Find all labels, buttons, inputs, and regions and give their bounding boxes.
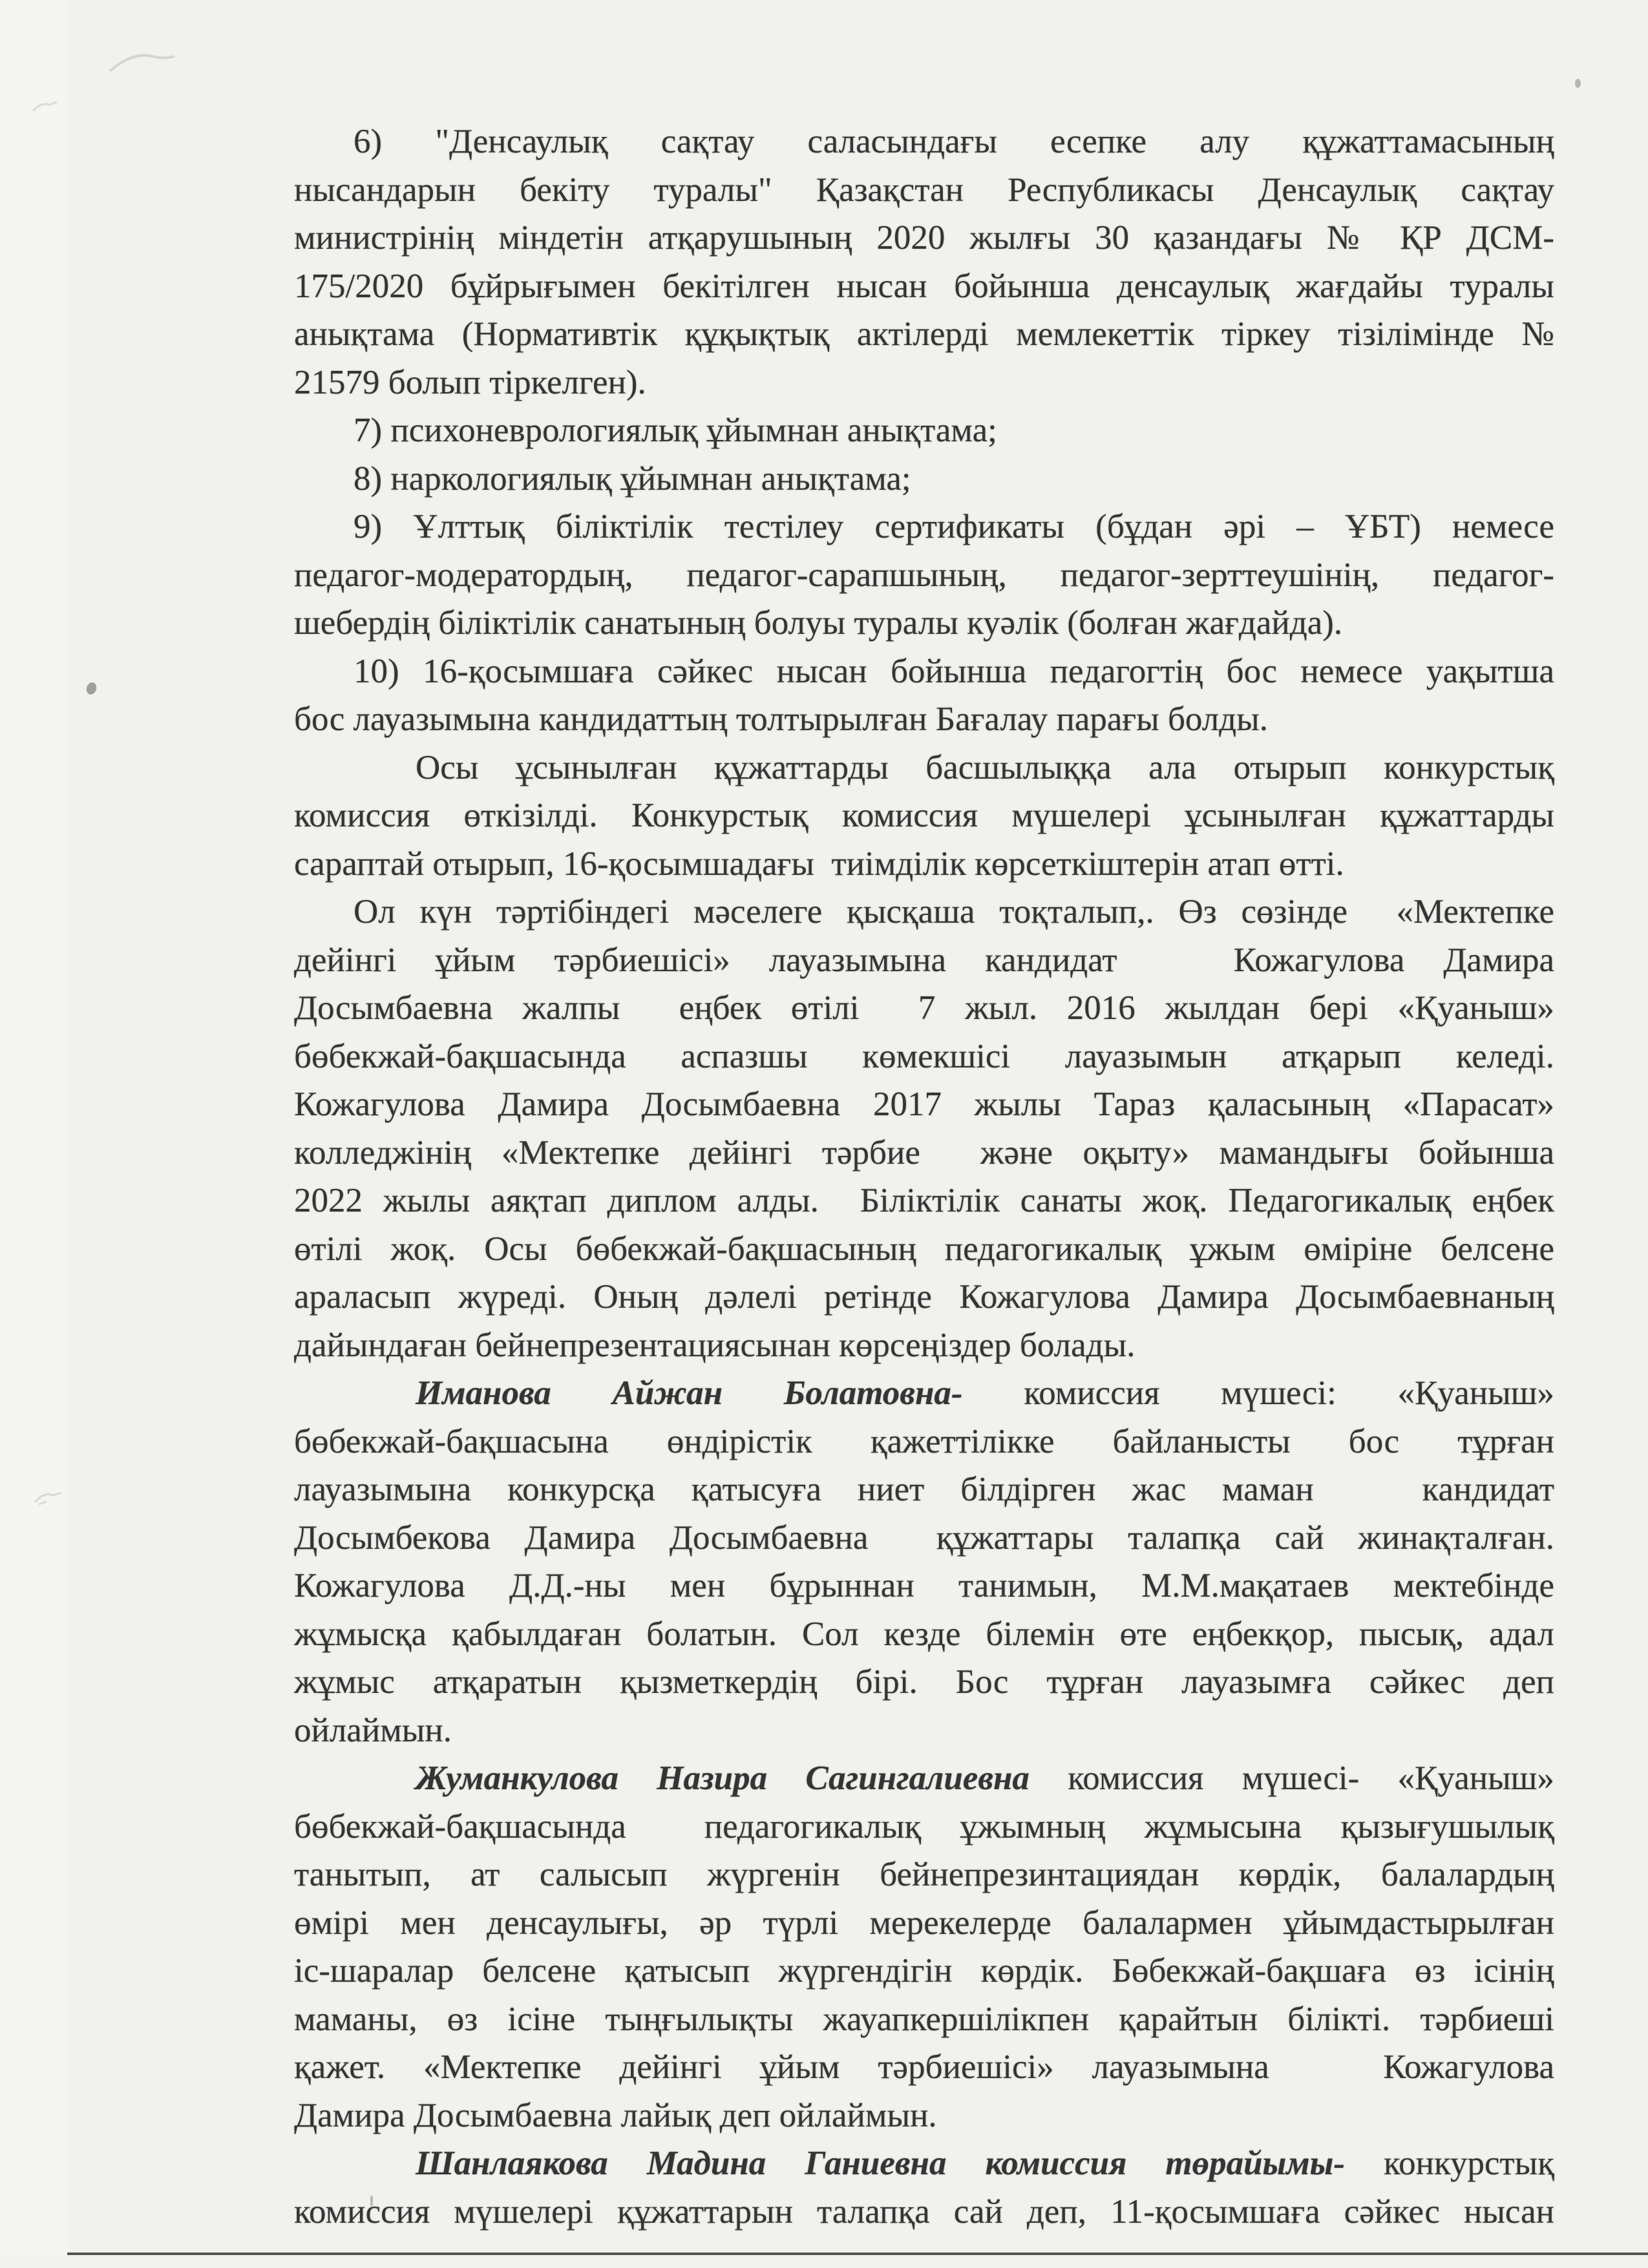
text-line — [294, 1947, 1554, 1995]
text-line — [294, 455, 1554, 503]
text-line — [294, 1418, 1554, 1466]
text-line — [294, 551, 1554, 600]
text-line — [294, 695, 1554, 744]
text-line — [294, 1610, 1554, 1659]
text-run: дайындаған бейнепрезентациясынан көрсеңіздер болады. — [294, 1326, 1136, 1364]
text-run: ойлаймын. — [294, 1711, 452, 1749]
text-line — [294, 359, 1554, 407]
scan-speck — [85, 681, 98, 696]
text-run: араласып жүреді. Оның дәлелі ретінде Кожагулова Дамира Досымбаевнаның — [294, 1278, 1554, 1316]
text-run: танытып, ат салысып жүргенін бейнепрезинтациядан көрдік, балалардың — [294, 1856, 1554, 1893]
pencil-squiggle — [32, 1486, 65, 1509]
text-block — [294, 118, 1554, 2236]
text-line — [294, 1369, 1554, 1418]
text-run: қажет. «Мектепке дейінгі ұйым тәрбиешісі» лауазымына Кожагулова — [294, 2048, 1554, 2086]
text-line — [294, 214, 1554, 262]
text-run: жұмысқа қабылдаған болатын. Сол кезде білемін өте еңбекқор, пысық, адал — [294, 1615, 1554, 1653]
text-line — [294, 2188, 1554, 2236]
text-run: нысандарын бекіту туралы" Қазақстан Республикасы Денсаулық сақтау — [294, 171, 1554, 209]
text-line — [294, 2043, 1554, 2092]
text-line — [294, 744, 1554, 792]
text-run: маманы, өз ісіне тыңғылықты жауапкершілікпен қарайтын білікті. тәрбиеші — [294, 2000, 1554, 2038]
text-run: 7) психоневрологиялық ұйымнан анықтама; — [354, 412, 997, 449]
text-line — [294, 118, 1554, 166]
text-line — [294, 1658, 1554, 1706]
text-run: анықтама (Нормативтік құқықтық актілерді мемлекеттік тіркеу тізілімінде № — [294, 315, 1554, 353]
text-line — [294, 936, 1554, 985]
text-run: бөбекжай-бақшасында аспазшы көмекшісі лауазымын атқарып келеді. — [294, 1037, 1554, 1075]
text-line — [294, 599, 1554, 647]
text-line — [294, 1803, 1554, 1851]
text-line — [294, 647, 1554, 696]
text-line — [294, 1562, 1554, 1610]
text-line — [294, 1851, 1554, 1899]
emphasized-name-run: Иманова Айжан Болатовна- — [416, 1374, 963, 1412]
text-run: 21579 болып тіркелген). — [294, 363, 646, 401]
text-run: лауазымына конкурсқа қатысуға ниет білдірген жас маман кандидат — [294, 1471, 1554, 1508]
text-line — [294, 1706, 1554, 1755]
text-line — [294, 166, 1554, 215]
text-run: бөбекжай-бақшасында педагогикалық ұжымның жұмысына қызығушылық — [294, 1807, 1554, 1845]
text-run: Досымбаевна жалпы еңбек өтілі 7 жыл. 2016 жылдан бері «Қуаныш» — [294, 989, 1554, 1027]
text-run: бөбекжай-бақшасына өндірістік қажеттілікке байланысты бос тұрған — [294, 1422, 1554, 1460]
text-line — [294, 840, 1554, 888]
text-run: дейінгі ұйым тәрбиешісі» лауазымына кандидат Кожагулова Дамира — [294, 941, 1554, 979]
scan-speck — [1575, 79, 1581, 88]
text-line — [294, 1273, 1554, 1321]
text-line — [294, 2092, 1554, 2140]
text-run: Ол күн тәртібіндегі мәселеге қысқаша тоқталып,. Өз сөзінде «Мектепке — [354, 893, 1554, 930]
text-run: комиссия мүшесі- «Қуаныш» — [1029, 1759, 1554, 1797]
text-run: іс-шаралар белсене қатысып жүргендігін көрдік. Бөбекжай-бақшаға өз ісінің — [294, 1952, 1554, 1990]
text-run: министрінің міндетін атқарушының 2020 жылғы 30 қазандағы № ҚР ДСМ- — [294, 219, 1554, 257]
text-run: бос лауазымына кандидаттың толтырылған Бағалау парағы болды. — [294, 700, 1269, 738]
text-run: 175/2020 бұйрығымен бекітілген нысан бойынша денсаулық жағдайы туралы — [294, 267, 1554, 305]
text-run: 10) 16-қосымшаға сәйкес нысан бойынша педагогтің бос немесе уақытша — [354, 652, 1554, 690]
pencil-squiggle — [107, 48, 178, 78]
text-line — [294, 1177, 1554, 1225]
text-run: колледжінің «Мектепке дейінгі тәрбие және оқыту» мамандығы бойынша — [294, 1133, 1554, 1171]
scanner-background — [0, 2255, 1648, 2268]
text-run: 8) наркологиялық ұйымнан анықтама; — [354, 459, 911, 498]
text-line — [294, 503, 1554, 551]
text-run: Досымбекова Дамира Досымбаевна құжаттары талапқа сай жинақталған. — [294, 1518, 1554, 1557]
page-edge-band — [0, 0, 69, 2268]
text-run: 6) "Денсаулық сақтау саласындағы есепке алу құжаттамасының — [354, 123, 1554, 160]
text-line — [294, 792, 1554, 840]
text-run: Дамира Досымбаевна лайық деп ойлаймын. — [294, 2096, 937, 2134]
text-run: Кожагулова Дамира Досымбаевна 2017 жылы Тараз қаласының «Парасат» — [294, 1086, 1554, 1123]
text-run: комиссия өткізілді. Конкурстық комиссия мүшелері ұсынылған құжаттарды — [294, 797, 1554, 834]
text-line — [294, 2139, 1554, 2188]
pencil-squiggle — [31, 97, 60, 116]
text-run: конкурстық — [1345, 2145, 1554, 2182]
text-run: 9) Ұлттық біліктілік тестілеу сертификаты (бұдан әрі – ҰБТ) немесе — [354, 508, 1554, 545]
text-line — [294, 1080, 1554, 1129]
text-line — [294, 1754, 1554, 1803]
emphasized-name-run: Жуманкулова Назира Сагингалиевна — [416, 1759, 1030, 1797]
text-run: комиссия мүшесі: «Қуаныш» — [962, 1374, 1554, 1412]
emphasized-name-run: Шанлаякова Мадина Ганиевна комиссия төрайымы- — [416, 2145, 1346, 2182]
text-line — [294, 1033, 1554, 1081]
text-run: сараптай отырып, 16-қосымшадағы тиімділік көрсеткіштерін атап өтті. — [294, 845, 1344, 883]
text-line — [294, 406, 1554, 455]
text-line — [294, 1321, 1554, 1370]
text-run: шебердің біліктілік санатының болуы туралы куәлік (болған жағдайда). — [294, 604, 1343, 642]
text-run: 2022 жылы аяқтап диплом алды. Біліктілік санаты жоқ. Педагогикалық еңбек — [294, 1182, 1554, 1219]
text-line — [294, 1129, 1554, 1177]
text-line — [294, 1514, 1554, 1562]
text-run: өмірі мен денсаулығы, әр түрлі мерекелерде балалармен ұйымдастырылған — [294, 1904, 1554, 1942]
text-line — [294, 1465, 1554, 1514]
text-line — [294, 1995, 1554, 2044]
text-run: Кожагулова Д.Д.-ны мен бұрыннан танимын, М.М.мақатаев мектебінде — [294, 1567, 1554, 1604]
text-line — [294, 888, 1554, 936]
text-run: өтілі жоқ. Осы бөбекжай-бақшасының педагогикалық ұжым өміріне белсене — [294, 1230, 1554, 1268]
text-line — [294, 1899, 1554, 1948]
text-line — [294, 310, 1554, 359]
text-run: Осы ұсынылған құжаттарды басшылыққа ала отырып конкурстық — [416, 748, 1554, 786]
text-line — [294, 262, 1554, 311]
text-line — [294, 984, 1554, 1033]
text-line — [294, 1225, 1554, 1274]
text-run: комиссия мүшелері құжаттарын талапқа сай деп, 11-қосымшаға сәйкес нысан — [294, 2192, 1554, 2231]
text-run: педагог-модератордың, педагог-сарапшының, педагог-зерттеушінің, педагог- — [294, 556, 1554, 594]
text-run: жұмыс атқаратын қызметкердің бірі. Бос тұрған лауазымға сәйкес деп — [294, 1663, 1554, 1701]
